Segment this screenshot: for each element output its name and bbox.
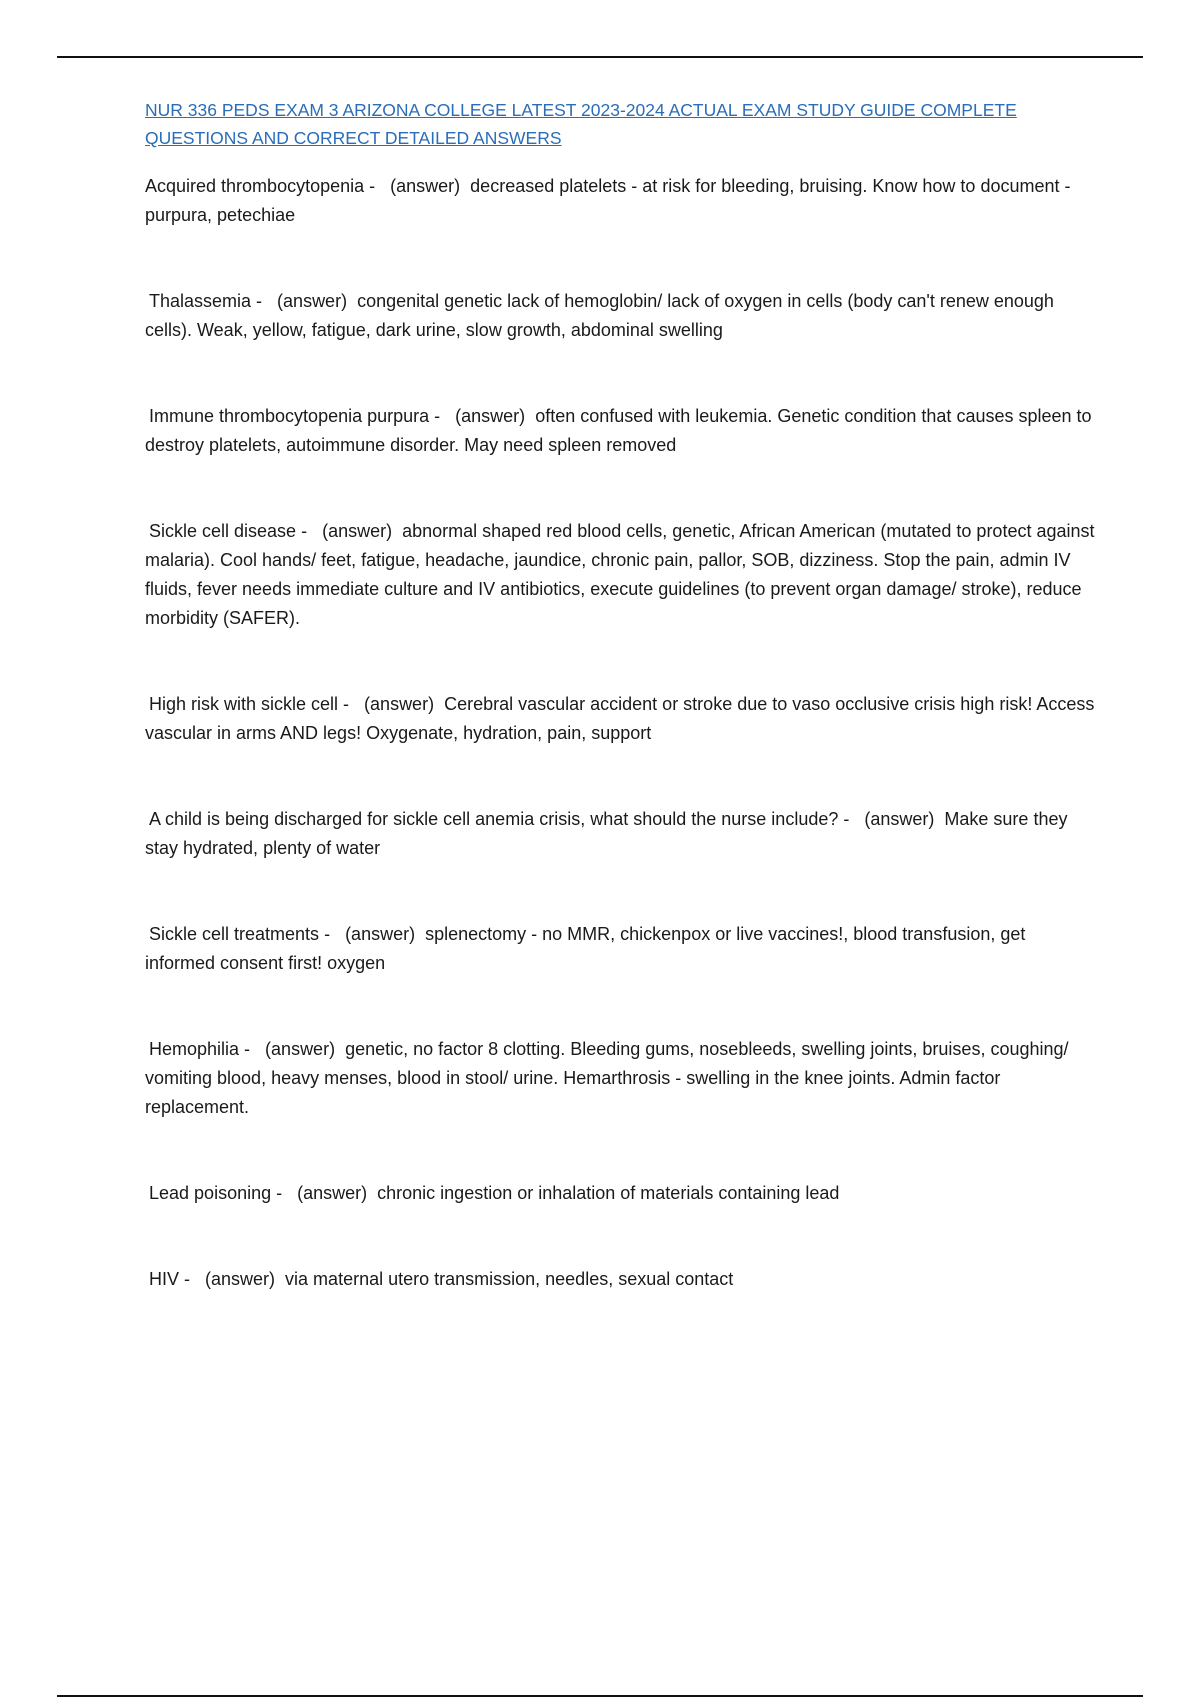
qa-entry: A child is being discharged for sickle cell anemia crisis, what should the nurse include? - (answer) Make sure they stay hydrated, plenty of water: [145, 809, 1068, 858]
entry-answer: Make sure they stay hydrated, plenty of water: [145, 809, 1068, 858]
entries-list: [145, 172, 1095, 1294]
entry-term: Thalassemia: [149, 291, 252, 311]
answer-marker: (answer): [345, 924, 416, 944]
entry-term: Immune thrombocytopenia purpura: [149, 406, 430, 426]
answer-marker: (answer): [364, 694, 435, 714]
qa-entry: Lead poisoning - (answer) chronic ingestion or inhalation of materials containing lead: [149, 1183, 840, 1203]
qa-entry: Hemophilia - (answer) genetic, no factor 8 clotting. Bleeding gums, nosebleeds, swelling joints, bruises, coughing/ vomiting blood, heavy menses, blood in stool/ urine. Hemarthrosis - swelling in the knee joints. Admin factor replacement.: [145, 1039, 1069, 1117]
answer-marker: (answer): [322, 521, 393, 541]
entry-term: Sickle cell treatments: [149, 924, 320, 944]
answer-marker: (answer): [864, 809, 935, 829]
entry-term: Hemophilia: [149, 1039, 240, 1059]
entry-answer: congenital genetic lack of hemoglobin/ lack of oxygen in cells (body can't renew enough cells). Weak, yellow, fatigue, dark urine, slow growth, abdominal swelling: [145, 291, 1054, 340]
answer-marker: (answer): [455, 406, 526, 426]
entry-term: HIV: [149, 1269, 180, 1289]
entry-answer: Cerebral vascular accident or stroke due to vaso occlusive crisis high risk! Access vascular in arms AND legs! Oxygenate, hydration, pain, support: [145, 694, 1095, 743]
answer-marker: (answer): [390, 176, 461, 196]
qa-entry: HIV - (answer) via maternal utero transmission, needles, sexual contact: [149, 1269, 734, 1289]
entry-answer: abnormal shaped red blood cells, genetic, African American (mutated to protect against malaria). Cool hands/ feet, fatigue, headache, jaundice, chronic pain, pallor, SOB, dizziness. Stop the pain, admin IV fluids, fever needs immediate culture and IV antibiotics, execute guidelines (to prevent organ damage/ stroke), reduce morbidity (SAFER).: [145, 521, 1095, 628]
entry-term: Acquired thrombocytopenia: [145, 176, 365, 196]
entry-answer: decreased platelets - at risk for bleeding, bruising. Know how to document - purpura, petechiae: [145, 176, 1071, 225]
entry-answer: often confused with leukemia. Genetic condition that causes spleen to destroy platelets, autoimmune disorder. May need spleen removed: [145, 406, 1092, 455]
qa-entry: Immune thrombocytopenia purpura - (answer) often confused with leukemia. Genetic condition that causes spleen to destroy platelets, autoimmune disorder. May need spleen removed: [145, 406, 1092, 455]
entry-term: Lead poisoning: [149, 1183, 272, 1203]
entry-term: High risk with sickle cell: [149, 694, 339, 714]
answer-marker: (answer): [297, 1183, 368, 1203]
qa-entry: Thalassemia - (answer) congenital genetic lack of hemoglobin/ lack of oxygen in cells (body can't renew enough cells). Weak, yellow, fatigue, dark urine, slow growth, abdominal swelling: [145, 291, 1054, 340]
bottom-divider: [57, 1695, 1143, 1697]
qa-entry: Acquired thrombocytopenia - (answer) decreased platelets - at risk for bleeding, bruising. Know how to document - purpura, petechiae: [145, 176, 1071, 225]
qa-entry: Sickle cell treatments - (answer) splenectomy - no MMR, chickenpox or live vaccines!, blood transfusion, get informed consent first! oxygen: [145, 924, 1026, 973]
document-title-link[interactable]: NUR 336 PEDS EXAM 3 ARIZONA COLLEGE LATEST 2023-2024 ACTUAL EXAM STUDY GUIDE COMPLETE QUESTIONS AND CORRECT DETAILED ANSWERS: [145, 100, 1017, 148]
entry-answer: splenectomy - no MMR, chickenpox or live vaccines!, blood transfusion, get informed consent first! oxygen: [145, 924, 1026, 973]
entry-term: Sickle cell disease: [149, 521, 297, 541]
qa-entry: Sickle cell disease - (answer) abnormal shaped red blood cells, genetic, African American (mutated to protect against malaria). Cool hands/ feet, fatigue, headache, jaundice, chronic pain, pallor, SOB, dizziness. Stop the pain, admin IV fluids, fever needs immediate culture and IV antibiotics, execute guidelines (to prevent organ damage/ stroke), reduce morbidity (SAFER).: [145, 521, 1095, 628]
document-page: [145, 96, 1095, 1294]
answer-marker: (answer): [205, 1269, 276, 1289]
answer-marker: (answer): [277, 291, 348, 311]
top-divider: [57, 56, 1143, 58]
qa-entry: High risk with sickle cell - (answer) Cerebral vascular accident or stroke due to vaso occlusive crisis high risk! Access vascular in arms AND legs! Oxygenate, hydration, pain, support: [145, 694, 1095, 743]
entry-answer: chronic ingestion or inhalation of materials containing lead: [377, 1183, 840, 1203]
entry-answer: genetic, no factor 8 clotting. Bleeding gums, nosebleeds, swelling joints, bruises, coughing/ vomiting blood, heavy menses, blood in stool/ urine. Hemarthrosis - swelling in the knee joints. Admin factor replacement.: [145, 1039, 1069, 1117]
entry-term: A child is being discharged for sickle cell anemia crisis, what should the nurse include?: [149, 809, 839, 829]
entry-answer: via maternal utero transmission, needles, sexual contact: [285, 1269, 734, 1289]
answer-marker: (answer): [265, 1039, 336, 1059]
